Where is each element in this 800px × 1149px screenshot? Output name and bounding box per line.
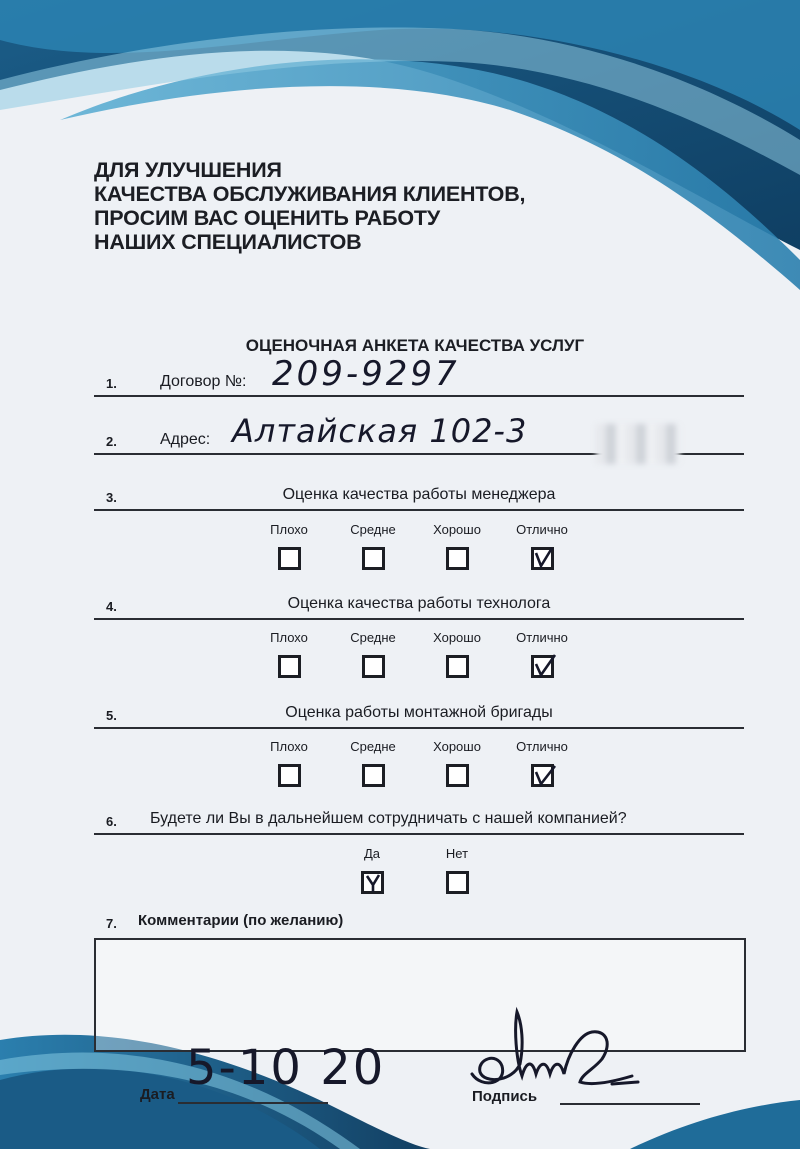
item-number: 5. — [106, 708, 117, 723]
option-good — [417, 739, 497, 792]
option-no — [417, 846, 497, 899]
option-label: Нет — [445, 846, 469, 861]
underline — [94, 509, 744, 511]
item-number: 1. — [106, 376, 117, 391]
checkmark-icon — [530, 652, 558, 680]
checkbox-bad[interactable] — [278, 764, 301, 787]
checkbox-yes-checked[interactable] — [361, 871, 384, 894]
checkbox-average[interactable] — [362, 764, 385, 787]
option-bad — [249, 522, 329, 575]
question-label: Оценка работы монтажной бригады — [285, 704, 553, 721]
comments-label: Комментарии (по желанию) — [138, 912, 344, 929]
date-label: Дата — [140, 1086, 175, 1103]
header-text — [94, 158, 525, 254]
option-excellent — [502, 522, 582, 575]
checkbox-good[interactable] — [446, 547, 469, 570]
option-excellent — [502, 739, 582, 792]
option-label: Средне — [350, 739, 396, 754]
question-label: Будете ли Вы в дальнейшем сотрудничать с нашей компанией? — [150, 810, 627, 827]
underline — [94, 727, 744, 729]
checkbox-bad[interactable] — [278, 547, 301, 570]
checkmark-icon — [360, 868, 386, 896]
contract-label: Договор №: — [160, 373, 247, 390]
question-label: Оценка качества работы технолога — [287, 595, 551, 612]
option-label: Хорошо — [433, 630, 481, 645]
option-label: Отлично — [516, 739, 568, 754]
option-label: Плохо — [270, 630, 308, 645]
question-row — [94, 808, 744, 838]
option-label: Отлично — [516, 522, 568, 537]
header-line: ПРОСИМ ВАС ОЦЕНИТЬ РАБОТУ — [94, 206, 441, 230]
checkbox-no[interactable] — [446, 871, 469, 894]
option-label: Да — [363, 846, 381, 861]
comments-row — [94, 912, 744, 938]
question-label: Оценка качества работы менеджера — [282, 486, 556, 503]
signature-icon[interactable] — [462, 1004, 652, 1104]
redaction-blur — [596, 424, 680, 464]
option-average — [333, 630, 413, 683]
checkbox-excellent-checked[interactable] — [531, 547, 554, 570]
checkbox-good[interactable] — [446, 764, 469, 787]
option-average — [333, 522, 413, 575]
option-good — [417, 522, 497, 575]
checkbox-average[interactable] — [362, 547, 385, 570]
contract-number-handwritten[interactable]: 209-9297 — [272, 354, 460, 394]
option-bad — [249, 739, 329, 792]
question-row — [94, 484, 744, 514]
header-line: НАШИХ СПЕЦИАЛИСТОВ — [94, 230, 362, 254]
option-label: Плохо — [270, 522, 308, 537]
item-number: 3. — [106, 490, 117, 505]
form-title: ОЦЕНОЧНАЯ АНКЕТА КАЧЕСТВА УСЛУГ — [245, 336, 585, 355]
question-row — [94, 593, 744, 623]
item-number: 4. — [106, 599, 117, 614]
option-label: Средне — [350, 630, 396, 645]
option-label: Средне — [350, 522, 396, 537]
underline — [94, 618, 744, 620]
item-number: 2. — [106, 434, 117, 449]
underline — [94, 395, 744, 397]
checkbox-excellent-checked[interactable] — [531, 655, 554, 678]
checkbox-excellent-checked[interactable] — [531, 764, 554, 787]
checkmark-icon — [530, 761, 558, 789]
date-handwritten[interactable]: 5-10 20 — [186, 1040, 386, 1096]
option-average — [333, 739, 413, 792]
option-label: Отлично — [516, 630, 568, 645]
option-bad — [249, 630, 329, 683]
address-handwritten[interactable]: Алтайская 102-3 — [232, 412, 528, 450]
checkmark-icon — [530, 544, 556, 572]
address-label: Адрес: — [160, 431, 211, 448]
checkbox-average[interactable] — [362, 655, 385, 678]
option-label: Хорошо — [433, 522, 481, 537]
header-line: КАЧЕСТВА ОБСЛУЖИВАНИЯ КЛИЕНТОВ, — [94, 182, 526, 206]
question-row — [94, 702, 744, 732]
option-excellent — [502, 630, 582, 683]
checkbox-good[interactable] — [446, 655, 469, 678]
item-number: 6. — [106, 814, 117, 829]
option-label: Плохо — [270, 739, 308, 754]
option-yes — [332, 846, 412, 899]
date-underline — [178, 1102, 328, 1104]
signature-label: Подпись — [472, 1088, 538, 1105]
header-line: ДЛЯ УЛУЧШЕНИЯ — [94, 158, 282, 182]
option-good — [417, 630, 497, 683]
item-number: 7. — [106, 916, 117, 931]
underline — [94, 833, 744, 835]
option-label: Хорошо — [433, 739, 481, 754]
checkbox-bad[interactable] — [278, 655, 301, 678]
